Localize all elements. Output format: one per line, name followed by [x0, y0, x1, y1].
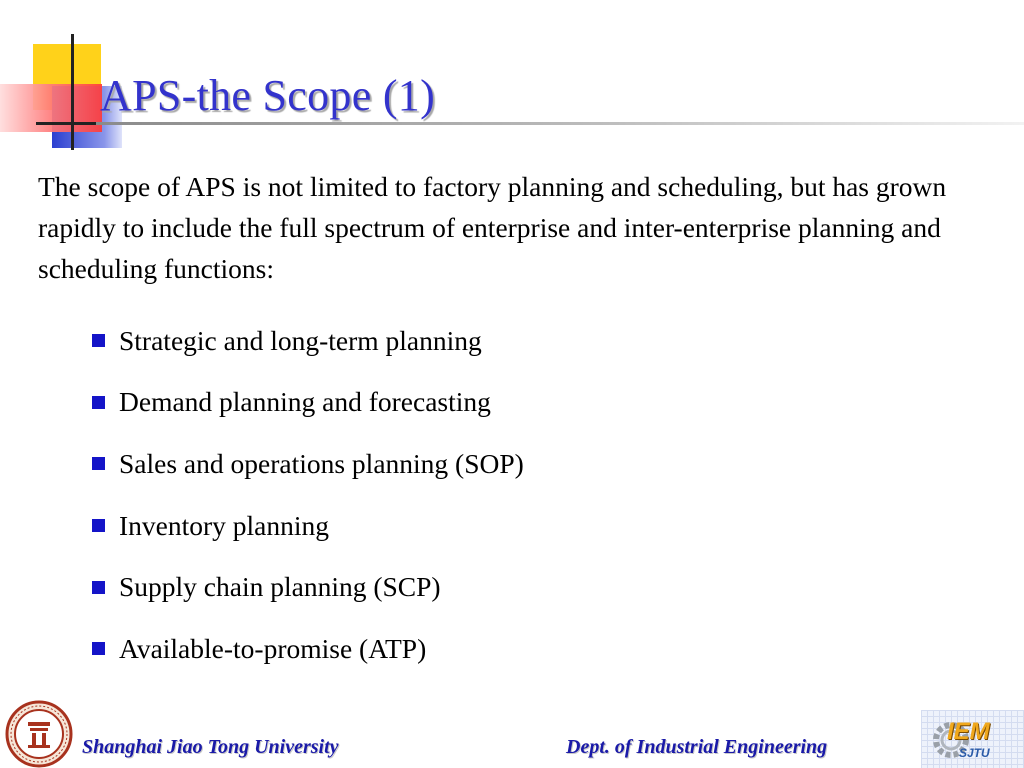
deco-horizontal-line — [36, 122, 100, 125]
bullet-square-icon — [92, 581, 105, 594]
iem-logo-text: IEM — [947, 718, 990, 745]
bullet-item — [92, 618, 524, 680]
title-underline — [96, 122, 1024, 125]
iem-logo — [921, 710, 1024, 768]
iem-logo-subtext: SJTU — [959, 746, 990, 760]
bullet-item — [92, 495, 524, 557]
footer-department: Dept. of Industrial Engineering — [566, 736, 828, 758]
bullet-square-icon — [92, 457, 105, 470]
deco-vertical-line — [71, 34, 74, 150]
bullet-text: Available-to-promise (ATP) — [119, 632, 427, 664]
bullet-item — [92, 310, 524, 372]
bullet-text: Strategic and long-term planning — [119, 324, 482, 356]
bullet-square-icon — [92, 396, 105, 409]
bullet-text: Demand planning and forecasting — [119, 386, 491, 418]
bullet-square-icon — [92, 334, 105, 347]
bullet-text: Supply chain planning (SCP) — [119, 571, 441, 603]
bullet-list — [92, 310, 524, 680]
bullet-square-icon — [92, 642, 105, 655]
bullet-square-icon — [92, 519, 105, 532]
footer-university: Shanghai Jiao Tong University — [82, 736, 339, 758]
bullet-text: Inventory planning — [119, 509, 330, 541]
bullet-item — [92, 433, 524, 495]
bullet-text: Sales and operations planning (SOP) — [119, 447, 524, 479]
sjtu-seal-logo — [3, 700, 75, 768]
bullet-item — [92, 556, 524, 618]
intro-paragraph: The scope of APS is not limited to factory planning and scheduling, but has grown rapidly to include the full spectrum of enterprise and inter-enterprise planning and scheduling functions: — [38, 171, 947, 284]
slide-title: APS-the Scope (1) — [100, 71, 436, 120]
bullet-item — [92, 372, 524, 434]
